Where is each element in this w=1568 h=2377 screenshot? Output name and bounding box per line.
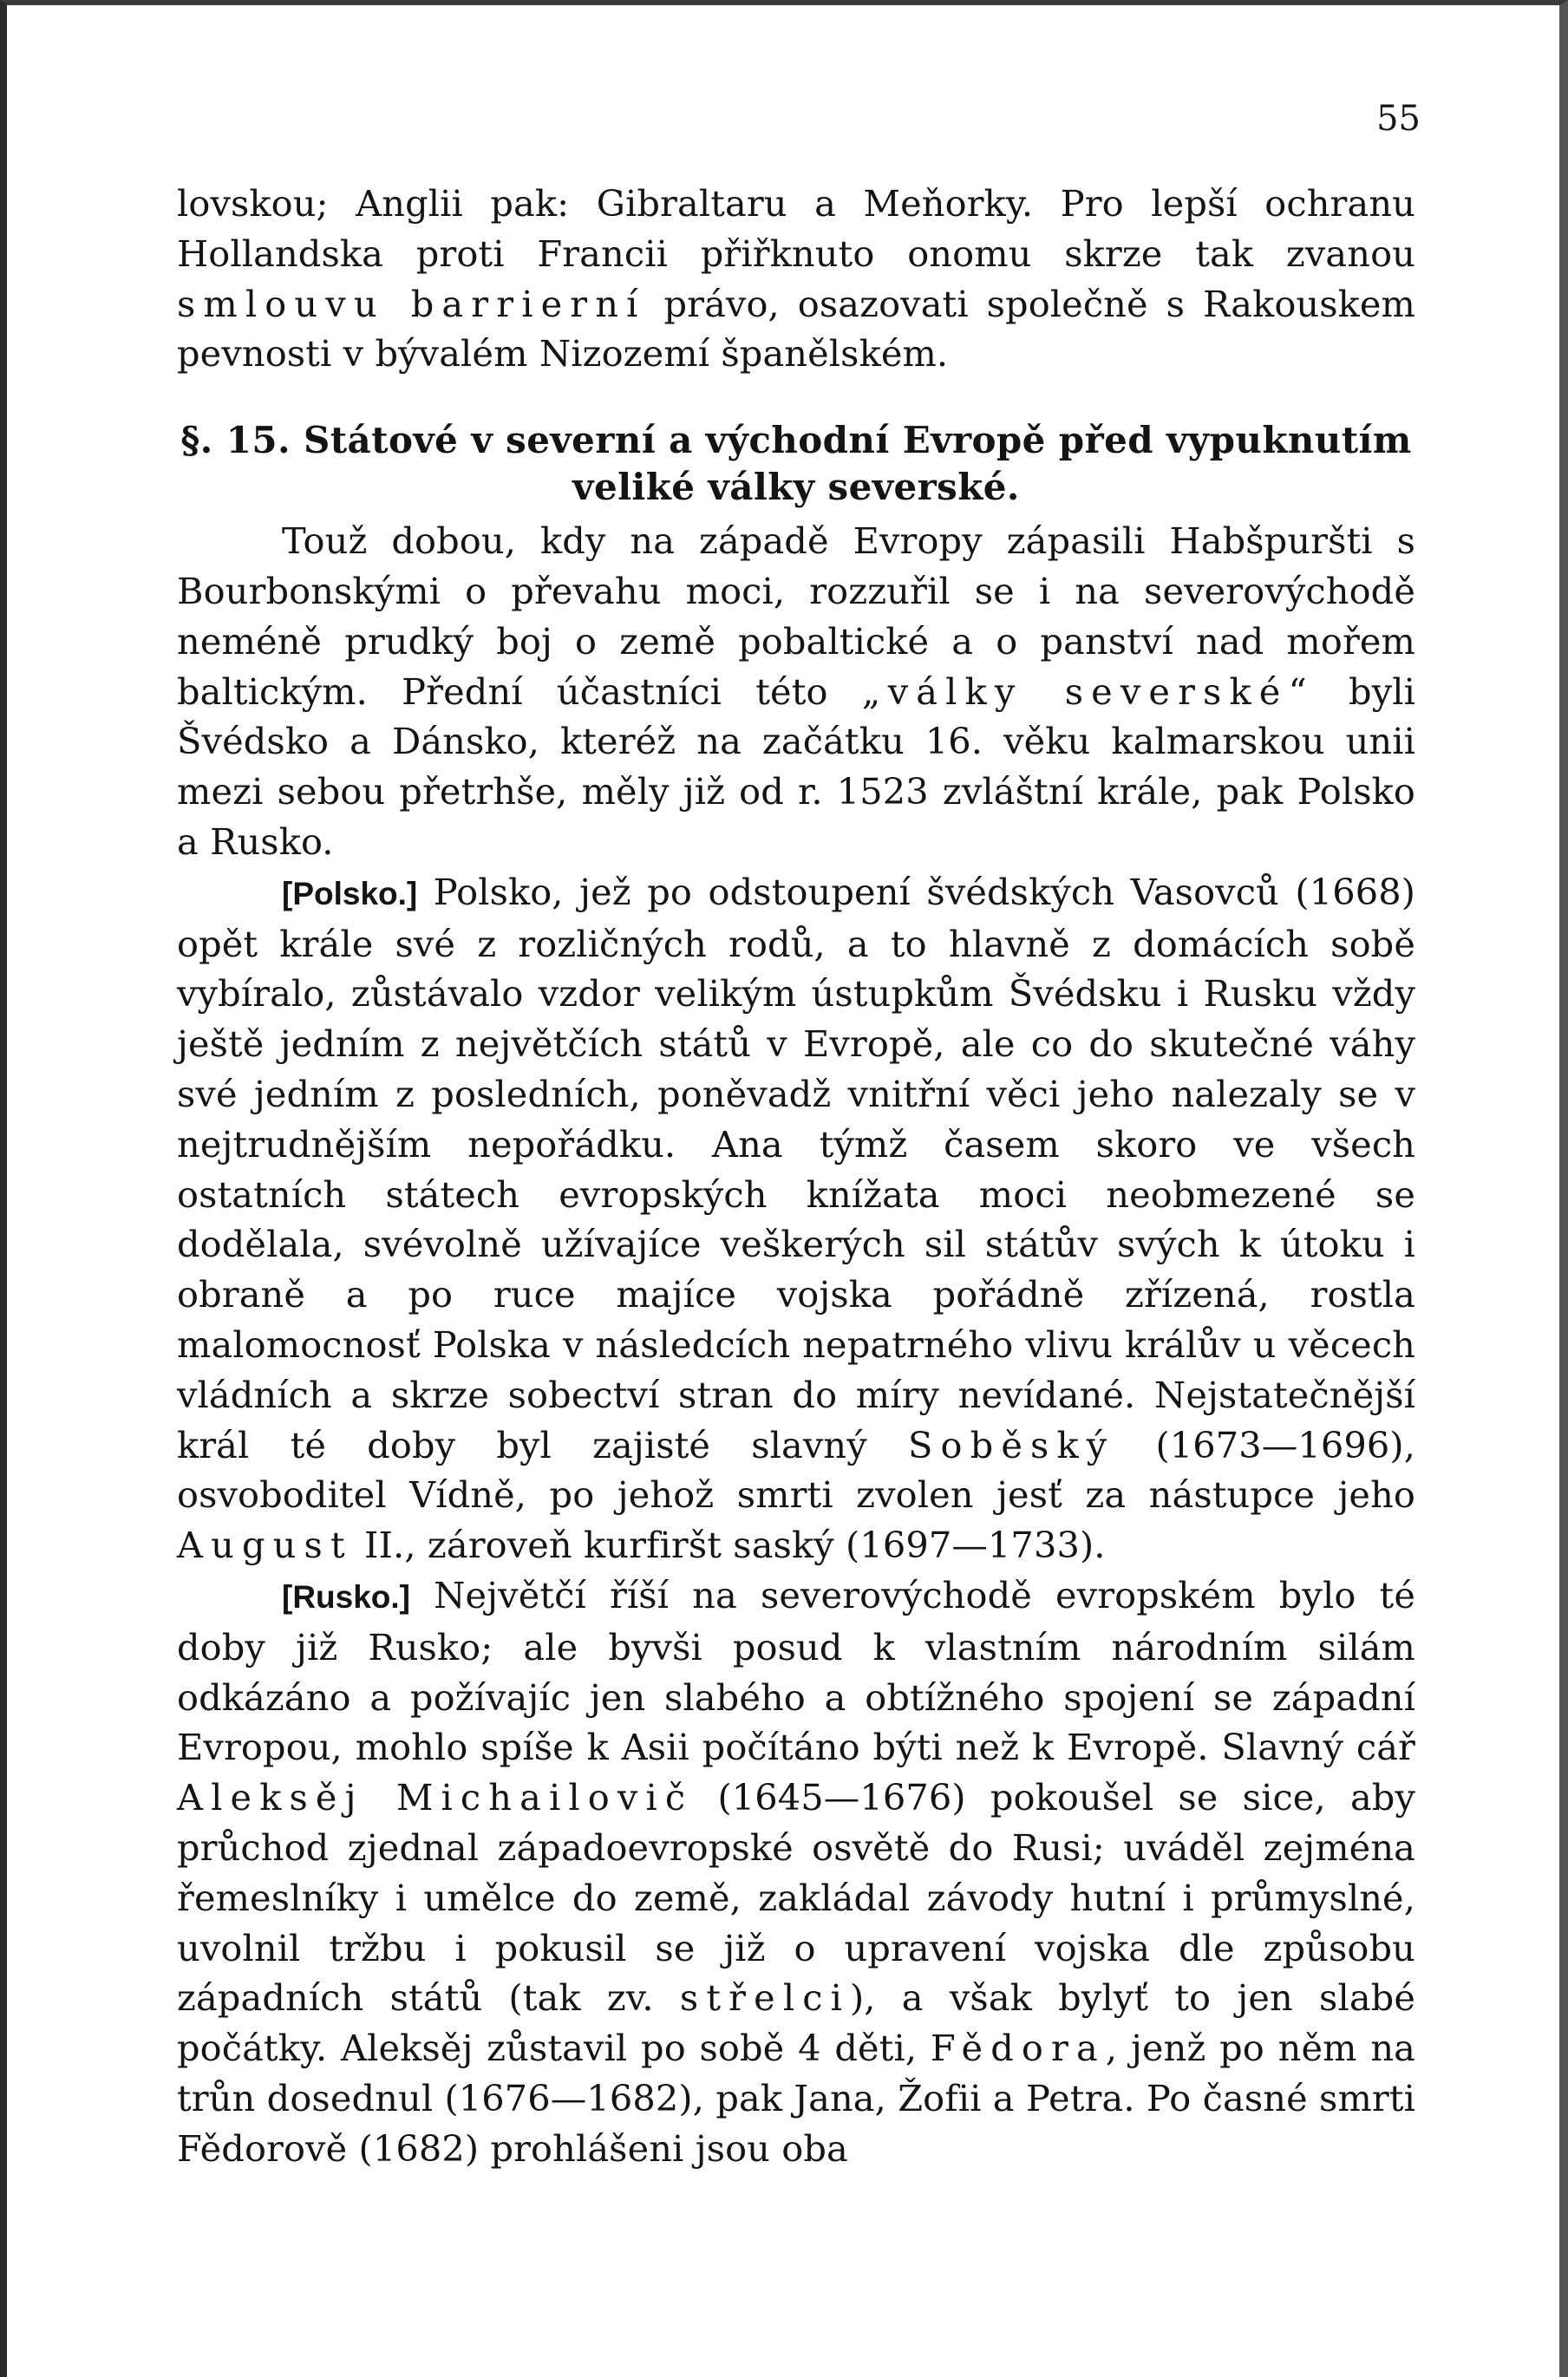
spaced-term: smlouvu barrierní — [177, 282, 646, 325]
text-run: právo, osazovati společně s Rakouskem pevnosti v bývalém Nizozemí španělském. — [177, 282, 1415, 375]
text-run: Polsko, jež po odstoupení švédských Vasovců (1668) opět krále své z rozličných rodů, a to hlavně z domácích sobě vybíralo, zůstávalo vzdor velikým ústupkům Švédsku i Rusku vždy ještě jedním z největčích států v Evropě, ale co do skutečné váhy své jedním z posledních, poněvadž vnitřní věci jeho nalezaly se v nejtrudnějším nepořádku. Ana týmž časem skoro ve všech ostatních státech evropských knížata moci neobmezené se dodělala, svévolně užívajíce veškerých sil státův svých k útoku i obraně a po ruce majíce vojska pořádně zřízená, rostla malomocnosť Polska v následcích nepatrného vlivu králův u věcech vládních a skrze sobectví stran do míry nevídané. Nejstatečnější král té doby byl zajisté slavný — [177, 870, 1415, 1466]
text-run: Touž dobou, kdy na západě Evropy zápasili Habšpuršti s Bourbonskými o převahu moci, rozzuřil se i na severovýchodě neméně prudký boj o země pobaltické a o panství nad mořem baltickým. Přední účastníci této — [177, 519, 1415, 713]
spaced-term-strelci: střelci — [679, 1976, 850, 2020]
paragraph-rusko — [177, 1571, 1415, 2174]
spaced-name-aleksej: Aleksěj Michailovič — [177, 1776, 694, 1819]
text-run: (1645—1676) pokoušel se sice, aby průchod zjednal západoevropské osvětě do Rusi; uváděl zejména řemeslníky i umělce do země, zakládal závody hutní i průmyslné, uvolnil tržbu i pokusil se již o upravení vojska dle způsobu západních států (tak zv. — [177, 1776, 1415, 2020]
spaced-name-sobesky: Soběský — [907, 1423, 1115, 1466]
spaced-term: „války severské“ — [861, 669, 1315, 713]
text-run: (1673—1696), osvoboditel Vídně, po jehož smrti zvolen jesť za nástupce jeho — [177, 1423, 1415, 1517]
page-body — [177, 179, 1415, 2173]
spaced-name-august: August — [177, 1524, 353, 1567]
paragraph-polsko — [177, 867, 1415, 1571]
text-run: ), a však bylyť to jen slabé počátky. Aleksěj zůstavil po sobě 4 děti, — [177, 1976, 1415, 2070]
text-run: Největčí říší na severovýchodě evropském bylo té doby již Rusko; ale byvši posud k vlastním národním silám odkázáno a požívajíc jen slabého a obtížného spojení se západní Evropou, mohlo spíše k Asii počítáno býti než k Evropě. Slavný cář — [177, 1573, 1415, 1769]
section-heading: §. 15. Státové v severní a východní Evropě před vypuknutím veliké války severské. — [180, 419, 1412, 509]
text-run: II., zároveň kurfiršt saský (1697—1733). — [352, 1524, 1106, 1567]
paragraph-continued — [177, 179, 1415, 379]
text-run: byli Švédsko a Dánsko, kteréž na začátku 16. věku kalmarskou unii mezi sebou přetrhše, měly již od r. 1523 zvláštní krále, pak Polsko a Rusko. — [177, 669, 1416, 863]
text-run: , jenž po něm na trůn dosednul (1676—1682), pak Jana, Žofii a Petra. Po časné smrti Fědorově (1682) prohlášeni jsou oba — [177, 2027, 1415, 2170]
marginal-note-rusko: [Rusko.] — [282, 1578, 410, 1615]
spaced-name-fedor: Fědora — [930, 2027, 1106, 2070]
text-run: lovskou; Anglii pak: Gibraltaru a Meňorky. Pro lepší ochranu Hollandska proti Francii přiřknuto onomu skrze tak zvanou — [177, 182, 1415, 275]
marginal-note-polsko: [Polsko.] — [282, 875, 418, 911]
page-number: 55 — [1376, 99, 1421, 139]
paragraph-intro — [177, 516, 1415, 867]
